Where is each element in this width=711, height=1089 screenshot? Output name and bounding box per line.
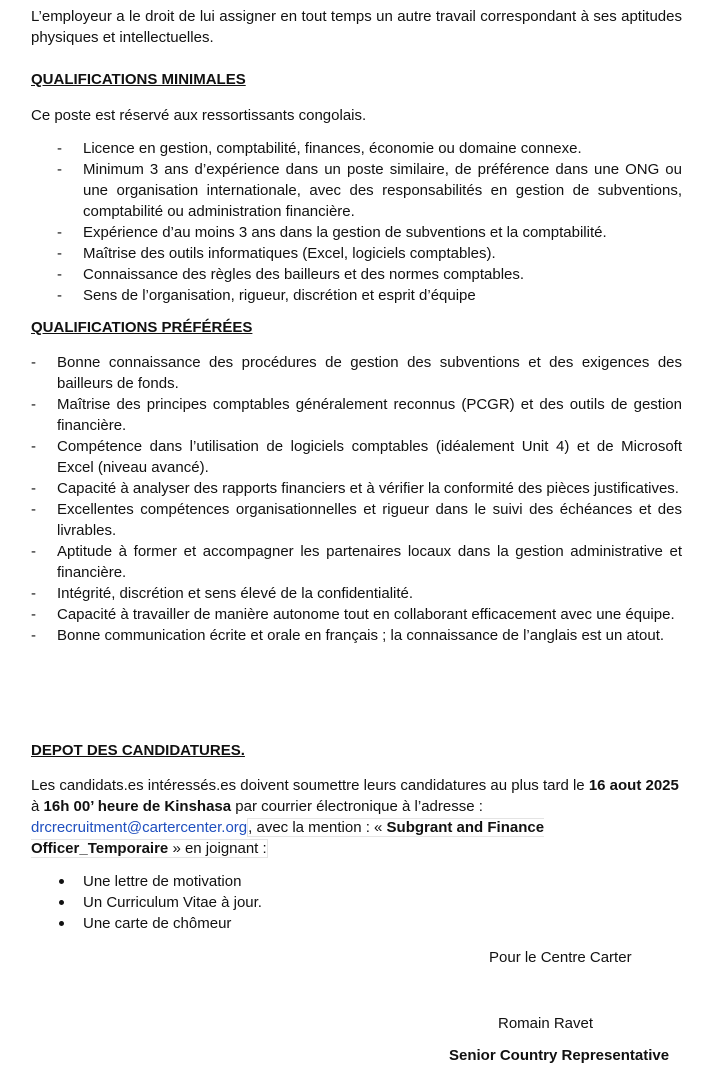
application-paragraph: Les candidats.es intéressés.es doivent soumettre leurs candidatures au plus tard le 16 aout 2025 à 16h 00’ heure de Kinshasa par courrier électronique à l’adresse : drcrecruitment@cartercenter.org, avec la mention : « Subgrant and Finance Officer_Temporaire » en joignant : — [31, 777, 679, 857]
application-heading: DEPOT DES CANDIDATURES. — [31, 742, 245, 759]
list-item: - Excellentes compétences organisationnelles et rigueur dans le suivi des échéances et des livrables. — [31, 501, 682, 539]
pref-quals-list — [31, 352, 682, 646]
signature-title: Senior Country Representative — [449, 1047, 670, 1064]
subject-mention: , avec la mention : « Subgrant and Finance Officer_Temporaire » en joignant : — [31, 819, 545, 857]
list-item: - Connaissance des règles des bailleurs et des normes comptables. — [57, 266, 525, 283]
list-item: Une lettre de motivation — [83, 871, 262, 892]
signature-name: Romain Ravet — [498, 1015, 594, 1032]
list-item: - Capacité à analyser des rapports financiers et à vérifier la conformité des pièces justificatives. — [31, 480, 679, 497]
list-item: - Compétence dans l’utilisation de logiciels comptables (idéalement Unit 4) et de Microsoft Excel (niveau avancé). — [31, 438, 682, 476]
list-item: - Bonne connaissance des procédures de gestion des subventions et des exigences des bailleurs de fonds. — [31, 354, 682, 392]
list-item: - Maîtrise des outils informatiques (Excel, logiciels comptables). — [57, 245, 496, 262]
list-item: Un Curriculum Vitae à jour. — [83, 892, 262, 913]
list-item: - Minimum 3 ans d’expérience dans un poste similaire, de préférence dans une ONG ou une organisation internationale, avec des responsabilités en gestion de subventions, comptabilité ou administration financière. — [57, 161, 682, 220]
intro-paragraph: L’employeur a le droit de lui assigner en tout temps un autre travail correspondant à ses aptitudes physiques et intellectuelles. — [31, 8, 682, 46]
signature-org: Pour le Centre Carter — [489, 949, 632, 966]
deadline-time: 16h 00’ heure de Kinshasa — [43, 798, 232, 815]
min-quals-heading: QUALIFICATIONS MINIMALES — [31, 71, 246, 88]
email-link[interactable]: drcrecruitment@cartercenter.org — [31, 819, 248, 836]
list-item: - Licence en gestion, comptabilité, finances, économie ou domaine connexe. — [57, 140, 582, 157]
documents-list — [83, 871, 262, 934]
list-item: - Capacité à travailler de manière autonome tout en collaborant efficacement avec une équipe. — [31, 606, 675, 623]
list-item: - Expérience d’au moins 3 ans dans la gestion de subventions et la comptabilité. — [57, 224, 607, 241]
list-item: Une carte de chômeur — [83, 913, 262, 934]
bullet-icon — [59, 921, 64, 926]
bullet-icon — [59, 900, 64, 905]
list-item: - Sens de l’organisation, rigueur, discrétion et esprit d’équipe — [57, 287, 476, 304]
list-item: - Bonne communication écrite et orale en français ; la connaissance de l’anglais est un atout. — [31, 627, 665, 644]
deadline-date: 16 aout 2025 — [588, 777, 679, 794]
min-quals-list — [57, 138, 682, 306]
list-item: - Intégrité, discrétion et sens élevé de la confidentialité. — [31, 585, 414, 602]
pref-quals-heading: QUALIFICATIONS PRÉFÉRÉES — [31, 319, 253, 336]
list-item: - Maîtrise des principes comptables généralement reconnus (PCGR) et des outils de gestion financière. — [31, 396, 682, 434]
list-item: - Aptitude à former et accompagner les partenaires locaux dans la gestion administrative et financière. — [31, 543, 682, 581]
bullet-icon — [59, 879, 64, 884]
min-quals-note: Ce poste est réservé aux ressortissants congolais. — [31, 107, 367, 124]
